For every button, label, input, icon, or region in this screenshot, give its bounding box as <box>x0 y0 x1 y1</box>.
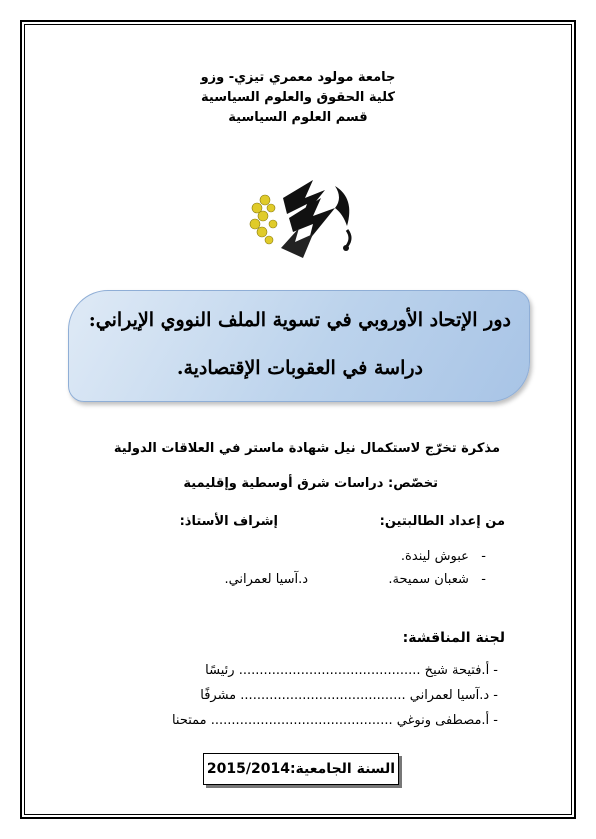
supervisor-label: إشراف الأستاذ: <box>179 514 278 529</box>
thesis-title-line1: دور الإتحاد الأوروبي في تسوية الملف النووي الإيراني: <box>88 309 511 331</box>
member-name: - أ.فتيحة شيخ <box>424 663 498 678</box>
member-role: مشرفًا <box>200 688 237 703</box>
faculty-name: كلية الحقوق والعلوم السياسية <box>201 90 395 105</box>
student-name: شعبان سميحة. <box>388 572 469 587</box>
committee-member <box>172 713 498 728</box>
students-label: من إعداد الطالبتين: <box>379 514 505 529</box>
thesis-title-line2: دراسة في العقوبات الإقتصادية. <box>176 357 423 379</box>
committee-member <box>205 663 498 678</box>
student-item: - شعبان سميحة. <box>388 572 486 587</box>
specialization: تخصّص: دراسات شرق أوسطية وإقليمية <box>183 476 438 491</box>
member-name: - د.آسيا لعمراني <box>409 688 498 703</box>
student-name: عبوش ليندة. <box>400 549 469 564</box>
university-name: جامعة مولود معمري تيزي- وزو <box>200 70 396 85</box>
member-dots: ........................................ <box>240 688 406 703</box>
student-item: - عبوش ليندة. <box>400 549 486 564</box>
university-emblem-icon <box>243 168 363 263</box>
thesis-title-box <box>68 290 530 402</box>
department-name: قسم العلوم السياسية <box>228 110 368 125</box>
member-role: رئيسًا <box>205 663 235 678</box>
academic-year: السنة الجامعية:2015/2014 <box>203 753 399 785</box>
member-dots: ............................................ <box>210 713 393 728</box>
committee-member <box>200 688 498 703</box>
committee-label: لجنة المناقشة: <box>402 630 505 646</box>
member-dots: ............................................ <box>238 663 421 678</box>
member-name: - أ.مصطفى ونوغي <box>396 713 498 728</box>
supervisor-name: د.آسيا لعمراني. <box>224 572 308 587</box>
member-role: ممتحنا <box>171 713 207 728</box>
thesis-purpose: مذكرة تخرّج لاستكمال نيل شهادة ماستر في العلاقات الدولية <box>113 441 500 456</box>
